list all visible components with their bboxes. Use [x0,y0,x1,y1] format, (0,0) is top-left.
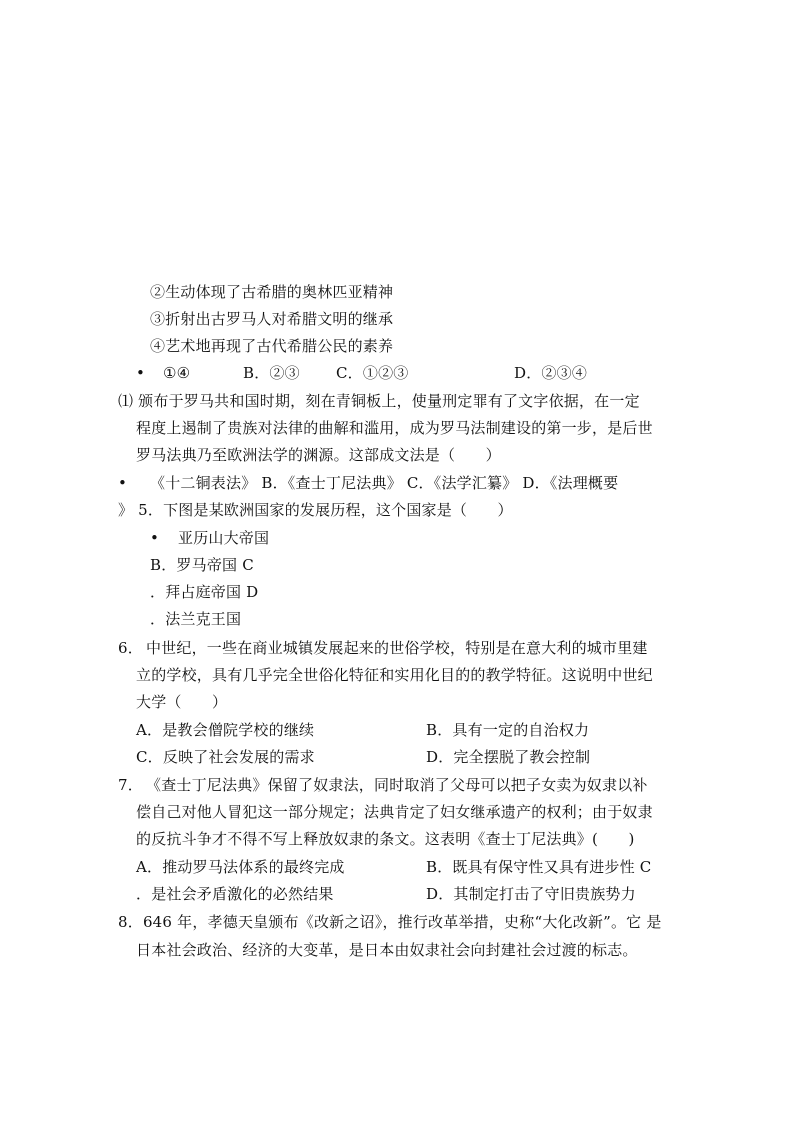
q4-stem-line-2: 程度上遏制了贵族对法律的曲解和滥用，成为罗马法制建设的第一步，是后世 [136,419,653,437]
q3-statement-3: ③折射出古罗马人对希腊文明的继承 [150,310,394,328]
q3-option-c: C．①②③ [336,364,409,382]
q6-option-a: A．是教会僧院学校的继续 [136,721,315,739]
q7-option-d: D．其制定打击了守旧贵族势力 [426,885,636,903]
q7-option-c: ．是社会矛盾激化的必然结果 [136,885,334,903]
q7-stem-line-2: 偿自己对他人冒犯这一部分规定；法典肯定了妇女继承遗产的权利；由于奴隶 [136,803,653,821]
q6-option-d: D．完全摆脱了教会控制 [426,748,591,766]
q7-option-b: B．既具有保守性又具有进步性 C [426,858,652,876]
q6-stem-line-3: 大学（ ） [136,693,228,711]
q4-options-bullet: • [118,474,128,492]
q4-options-line: 《十二铜表法》 B．《查士丁尼法典》 C．《法学汇纂》 D．《法理概要 [150,474,619,492]
q6-stem-line-1: 中世纪，一些在商业城镇发展起来的世俗学校，特别是在意大利的城市里建 [146,639,648,657]
q5-option-a: 亚历山大帝国 [178,529,270,547]
q8-stem-line-1: 8．646 年，孝德天皇颁布《改新之诏》，推行改革举措，史称“大化改新”。它 是 [118,913,662,931]
q3-bullet: • [136,364,146,382]
q3-option-b: B．②③ [243,364,300,382]
q3-statement-4: ④艺术地再现了古代希腊公民的素养 [150,337,394,355]
q6-option-b: B．具有一定的自治权力 [426,721,590,739]
q7-stem-line-1: 《查士丁尼法典》保留了奴隶法，同时取消了父母可以把子女卖为奴隶以补 [146,776,648,794]
q7-stem-line-3: 的反抗斗争才不得不写上释放奴隶的条文。这表明《查士丁尼法典》( ) [136,830,635,848]
q6-number: 6． [118,639,143,657]
q5-option-a-bullet: • [150,529,160,547]
q6-option-c: C．反映了社会发展的需求 [136,748,315,766]
q7-option-a: A．推动罗马法体系的最终完成 [136,858,345,876]
q3-option-a: ①④ [163,364,191,382]
q5-option-c: ．拜占庭帝国 D [150,583,259,601]
q5-option-d: ．法兰克王国 [150,610,242,628]
q4-stem-line-1: ⑴ 颁布于罗马共和国时期，刻在青铜板上，使量刑定罪有了文字依据，在一定 [118,392,640,410]
q8-stem-line-2: 日本社会政治、经济的大变革，是日本由奴隶社会向封建社会过渡的标志。 [136,941,638,959]
q7-number: 7． [118,776,143,794]
q6-stem-line-2: 立的学校，具有几乎完全世俗化特征和实用化目的的教学特征。这说明中世纪 [136,666,653,684]
q3-statement-2: ②生动体现了古希腊的奥林匹亚精神 [150,283,394,301]
q5-option-b: B．罗马帝国 C [150,556,254,574]
q5-stem: 》 5．下图是某欧洲国家的发展历程，这个国家是（ ） [118,501,513,519]
q4-stem-line-3: 罗马法典乃至欧洲法学的渊源。这部成文法是（ ） [136,446,501,464]
q3-option-d: D．②③④ [514,364,588,382]
